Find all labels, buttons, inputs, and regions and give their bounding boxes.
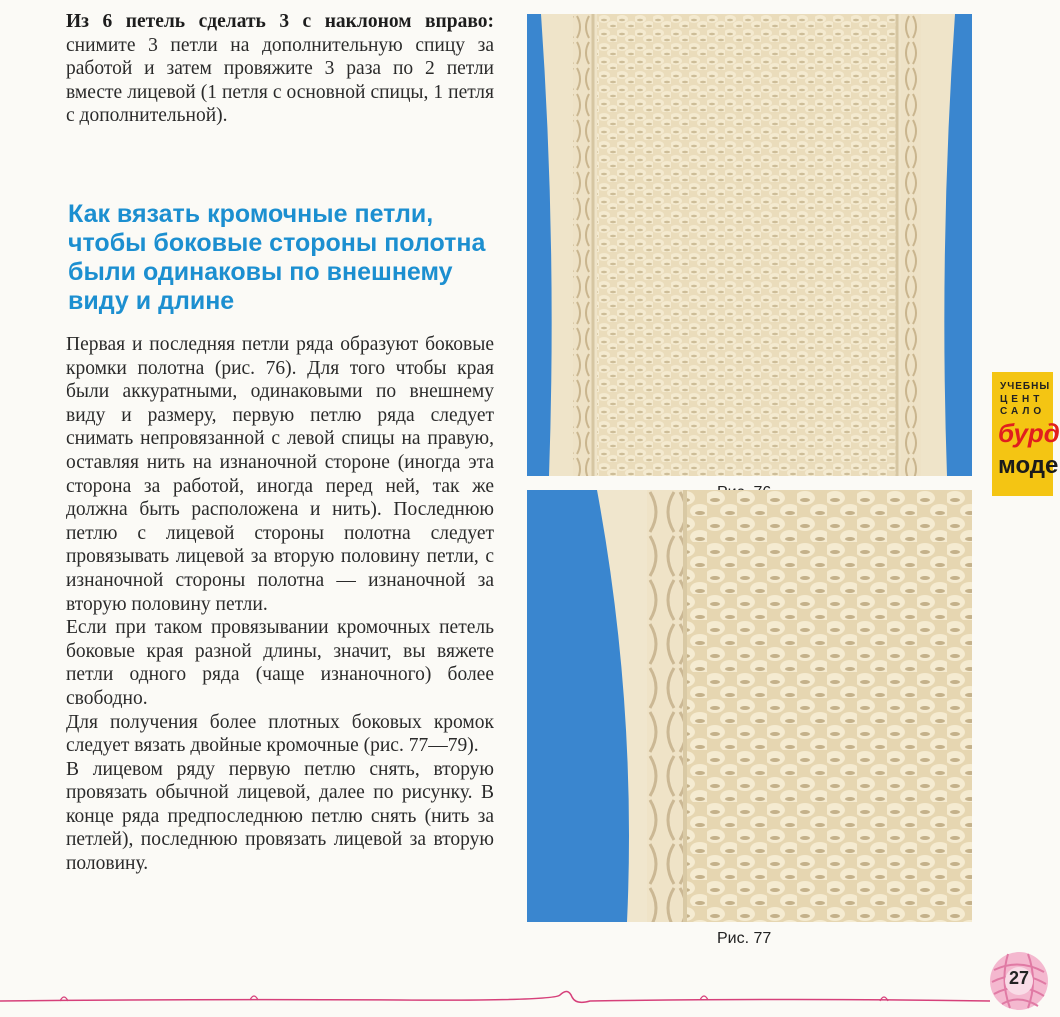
intro-bold: Из 6 петель сделать 3 с наклоном вправо: (66, 11, 494, 32)
paragraph-3: Для получения более плотных боковых кромок следует вязать двойные кромочные (рис. 77—79). (66, 711, 494, 757)
page-number: 27 (1008, 968, 1030, 988)
figure-76-knitting-photo (527, 14, 972, 476)
side-tab-line-2: ЦЕНТ (1000, 394, 1044, 405)
paragraph-1: Первая и последняя петли ряда образуют боковые кромки полотна (рис. 76). Для того чтобы края были аккуратными, одинаковыми по внешнему виду и размеру, первую петлю ряда следует снимать непровязанной с левой спицы на правую, оставляя нить на изнаночной стороне (иногда эта сторона за работой, иногда перед ней, так же должна быть расположена и нить). Последнюю петлю с лицевой стороны полотна следует провязывать лицевой за вторую половину петли, с изнаночной стороны полотна — изнаночной за вторую половину петли. (66, 334, 494, 615)
paragraph-4: В лицевом ряду первую петлю снять, вторую провязать обычной лицевой, далее по рисунку. В конце ряда предпоследнюю петлю снять (нить за петлей), последнюю провязать лицевой за вторую половину. (66, 758, 494, 875)
side-tab-brand-1: бурд (998, 418, 1060, 448)
knit-swatch-76 (527, 14, 972, 476)
footer-thread-line (0, 985, 990, 1015)
side-tab-line-3: САЛО (1000, 406, 1046, 417)
intro-paragraph (66, 10, 494, 128)
intro-text: снимите 3 петли на дополнительную спицу за работой и затем провяжите 3 раза по 2 петли вместе лицевой (1 петля с основной спицы, 1 петля с дополнительной). (66, 34, 494, 126)
page-number-yarn-ball (988, 950, 1050, 1012)
figure-77-caption: Рис. 77 (717, 930, 772, 947)
section-heading: Как вязать кромочные петли, чтобы боковые стороны полотна были одинаковы по внешнему виду и длине (68, 200, 486, 315)
side-tab-brand-2: моде (998, 452, 1059, 479)
figure-77-knitting-photo (527, 490, 972, 922)
paragraph-2: Если при таком провязывании кромочных петель боковые края разной длины, значит, вы вяжете петли одного ряда (чаще изнаночного) более свободно. (66, 617, 494, 709)
side-tab-line-1: УЧЕБНЫ (1000, 381, 1051, 392)
side-tab-logo (992, 372, 1060, 496)
body-text (66, 333, 494, 876)
knit-swatch-77 (527, 490, 972, 922)
